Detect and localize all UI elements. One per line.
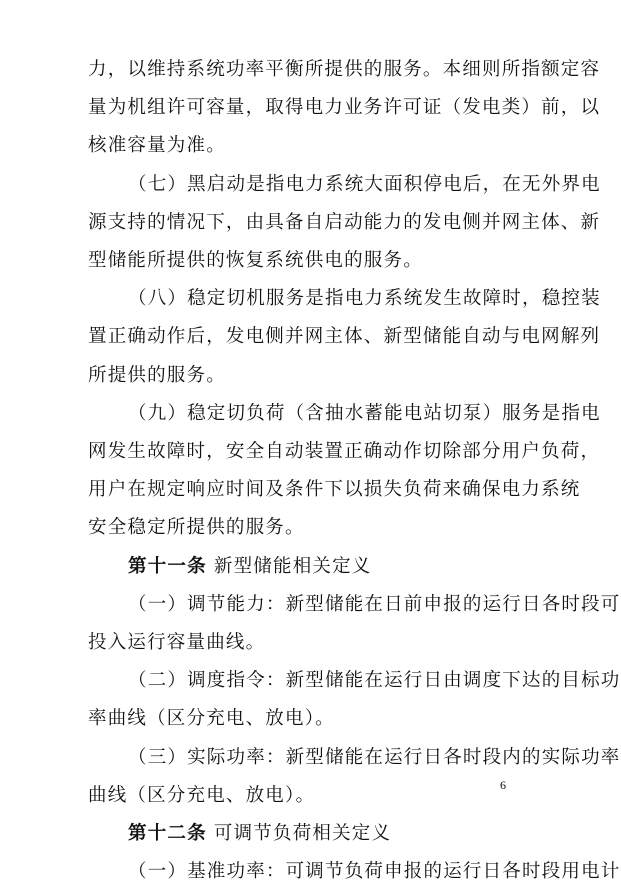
body-line: 曲线（区分充电、放电）。 bbox=[88, 784, 316, 806]
body-line: 源支持的情况下，由具备自启动能力的发电侧并网主体、新 bbox=[88, 211, 601, 233]
body-line: （三）实际功率：新型储能在运行日各时段内的实际功率 bbox=[128, 746, 621, 768]
body-line: 率曲线（区分充电、放电）。 bbox=[88, 708, 335, 730]
body-line: 所提供的服务。 bbox=[88, 364, 226, 386]
body-line: 投入运行容量曲线。 bbox=[88, 632, 266, 653]
body-line: 用户在规定响应时间及条件下以损失负荷来确保电力系统 bbox=[88, 479, 581, 501]
article-heading bbox=[128, 817, 528, 851]
body-line: 安全稳定所提供的服务。 bbox=[88, 517, 305, 539]
body-line: （一）基准功率：可调节负荷申报的运行日各时段用电计 bbox=[128, 861, 621, 883]
body-line: 型储能所提供的恢复系统供电的服务。 bbox=[88, 250, 423, 271]
body-line: 网发生故障时，安全自动装置正确动作切除部分用户负荷， bbox=[88, 441, 601, 462]
article-title: 可调节负荷相关定义 bbox=[206, 823, 392, 844]
article-title: 新型储能相关定义 bbox=[206, 555, 372, 577]
body-line: （一）调节能力：新型储能在日前申报的运行日各时段可 bbox=[128, 593, 621, 615]
article-heading bbox=[128, 550, 528, 584]
body-line: 量为机组许可容量，取得电力业务许可证（发电类）前，以 bbox=[88, 97, 601, 119]
body-line: （二）调度指令：新型储能在运行日由调度下达的目标功 bbox=[128, 670, 621, 692]
body-line: 核准容量为准。 bbox=[88, 135, 226, 157]
article-label: 第十一条 bbox=[128, 555, 207, 577]
body-line: （七）黑启动是指电力系统大面积停电后，在无外界电 bbox=[128, 173, 601, 195]
article-label: 第十二条 bbox=[128, 823, 207, 844]
body-line: （九）稳定切负荷（含抽水蓄能电站切泵）服务是指电 bbox=[128, 402, 601, 424]
page-number: 6 bbox=[500, 778, 506, 792]
body-line: 力，以维持系统功率平衡所提供的服务。本细则所指额定容 bbox=[88, 59, 601, 80]
body-line: 置正确动作后，发电侧并网主体、新型储能自动与电网解列 bbox=[88, 326, 601, 348]
body-line: （八）稳定切机服务是指电力系统发生故障时，稳控装 bbox=[128, 288, 601, 310]
